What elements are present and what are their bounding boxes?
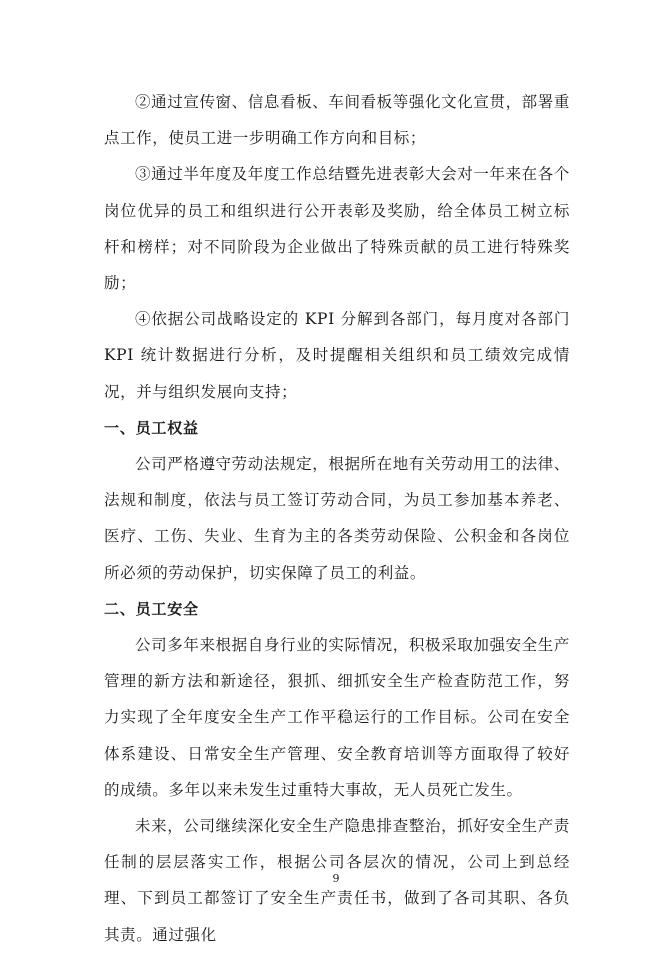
paragraph-employee-rights: 公司严格遵守劳动法规定，根据所在地有关劳动用工的法律、法规和制度，依法与员工签订劳动合同，为员工参加基本养老、医疗、工伤、失业、生育为主的各类劳动保险、公积金和各岗位所必须的劳动保护，切实保障了员工的利益。 <box>104 455 570 582</box>
paragraph-culture-publicity: ②通过宣传窗、信息看板、车间看板等强化文化宣贯，部署重点工作，使员工进一步明确工作方向和目标； <box>104 93 570 148</box>
section-heading-employee-rights: 一、员工权益 <box>104 418 199 437</box>
paragraph-kpi: ④依据公司战略设定的 KPI 分解到各部门，每月度对各部门 KPI 统计数据进行分析，及时提醒相关组织和员工绩效完成情况，并与组织发展向支持； <box>104 310 570 401</box>
paragraph-safety-future: 未来，公司继续深化安全生产隐患排查整治，抓好安全生产责任制的层层落实工作，根据公司各层次的情况，公司上到总经理、下到员工都签订了安全生产责任书，做到了各司其职、各负其责。通过强化 <box>104 817 570 944</box>
section-heading-employee-safety: 二、员工安全 <box>104 599 199 618</box>
paragraph-commendation: ③通过半年度及年度工作总结暨先进表彰大会对一年来在各个岗位优异的员工和组织进行公开表彰及奖励，给全体员工树立标杆和榜样；对不同阶段为企业做出了特殊贡献的员工进行特殊奖励； <box>104 165 570 293</box>
page-body <box>104 84 570 953</box>
page-number: 9 <box>332 872 340 885</box>
paragraph-safety-management: 公司多年来根据自身行业的实际情况，积极采取加强安全生产管理的新方法和新途径，狠抓、细抓安全生产检查防范工作，努力实现了全年度安全生产工作平稳运行的工作目标。公司在安全体系建设、日常安全生产管理、安全教育培训等方面取得了较好的成绩。多年以来未发生过重特大事故，无人员死亡发生。 <box>104 636 570 799</box>
